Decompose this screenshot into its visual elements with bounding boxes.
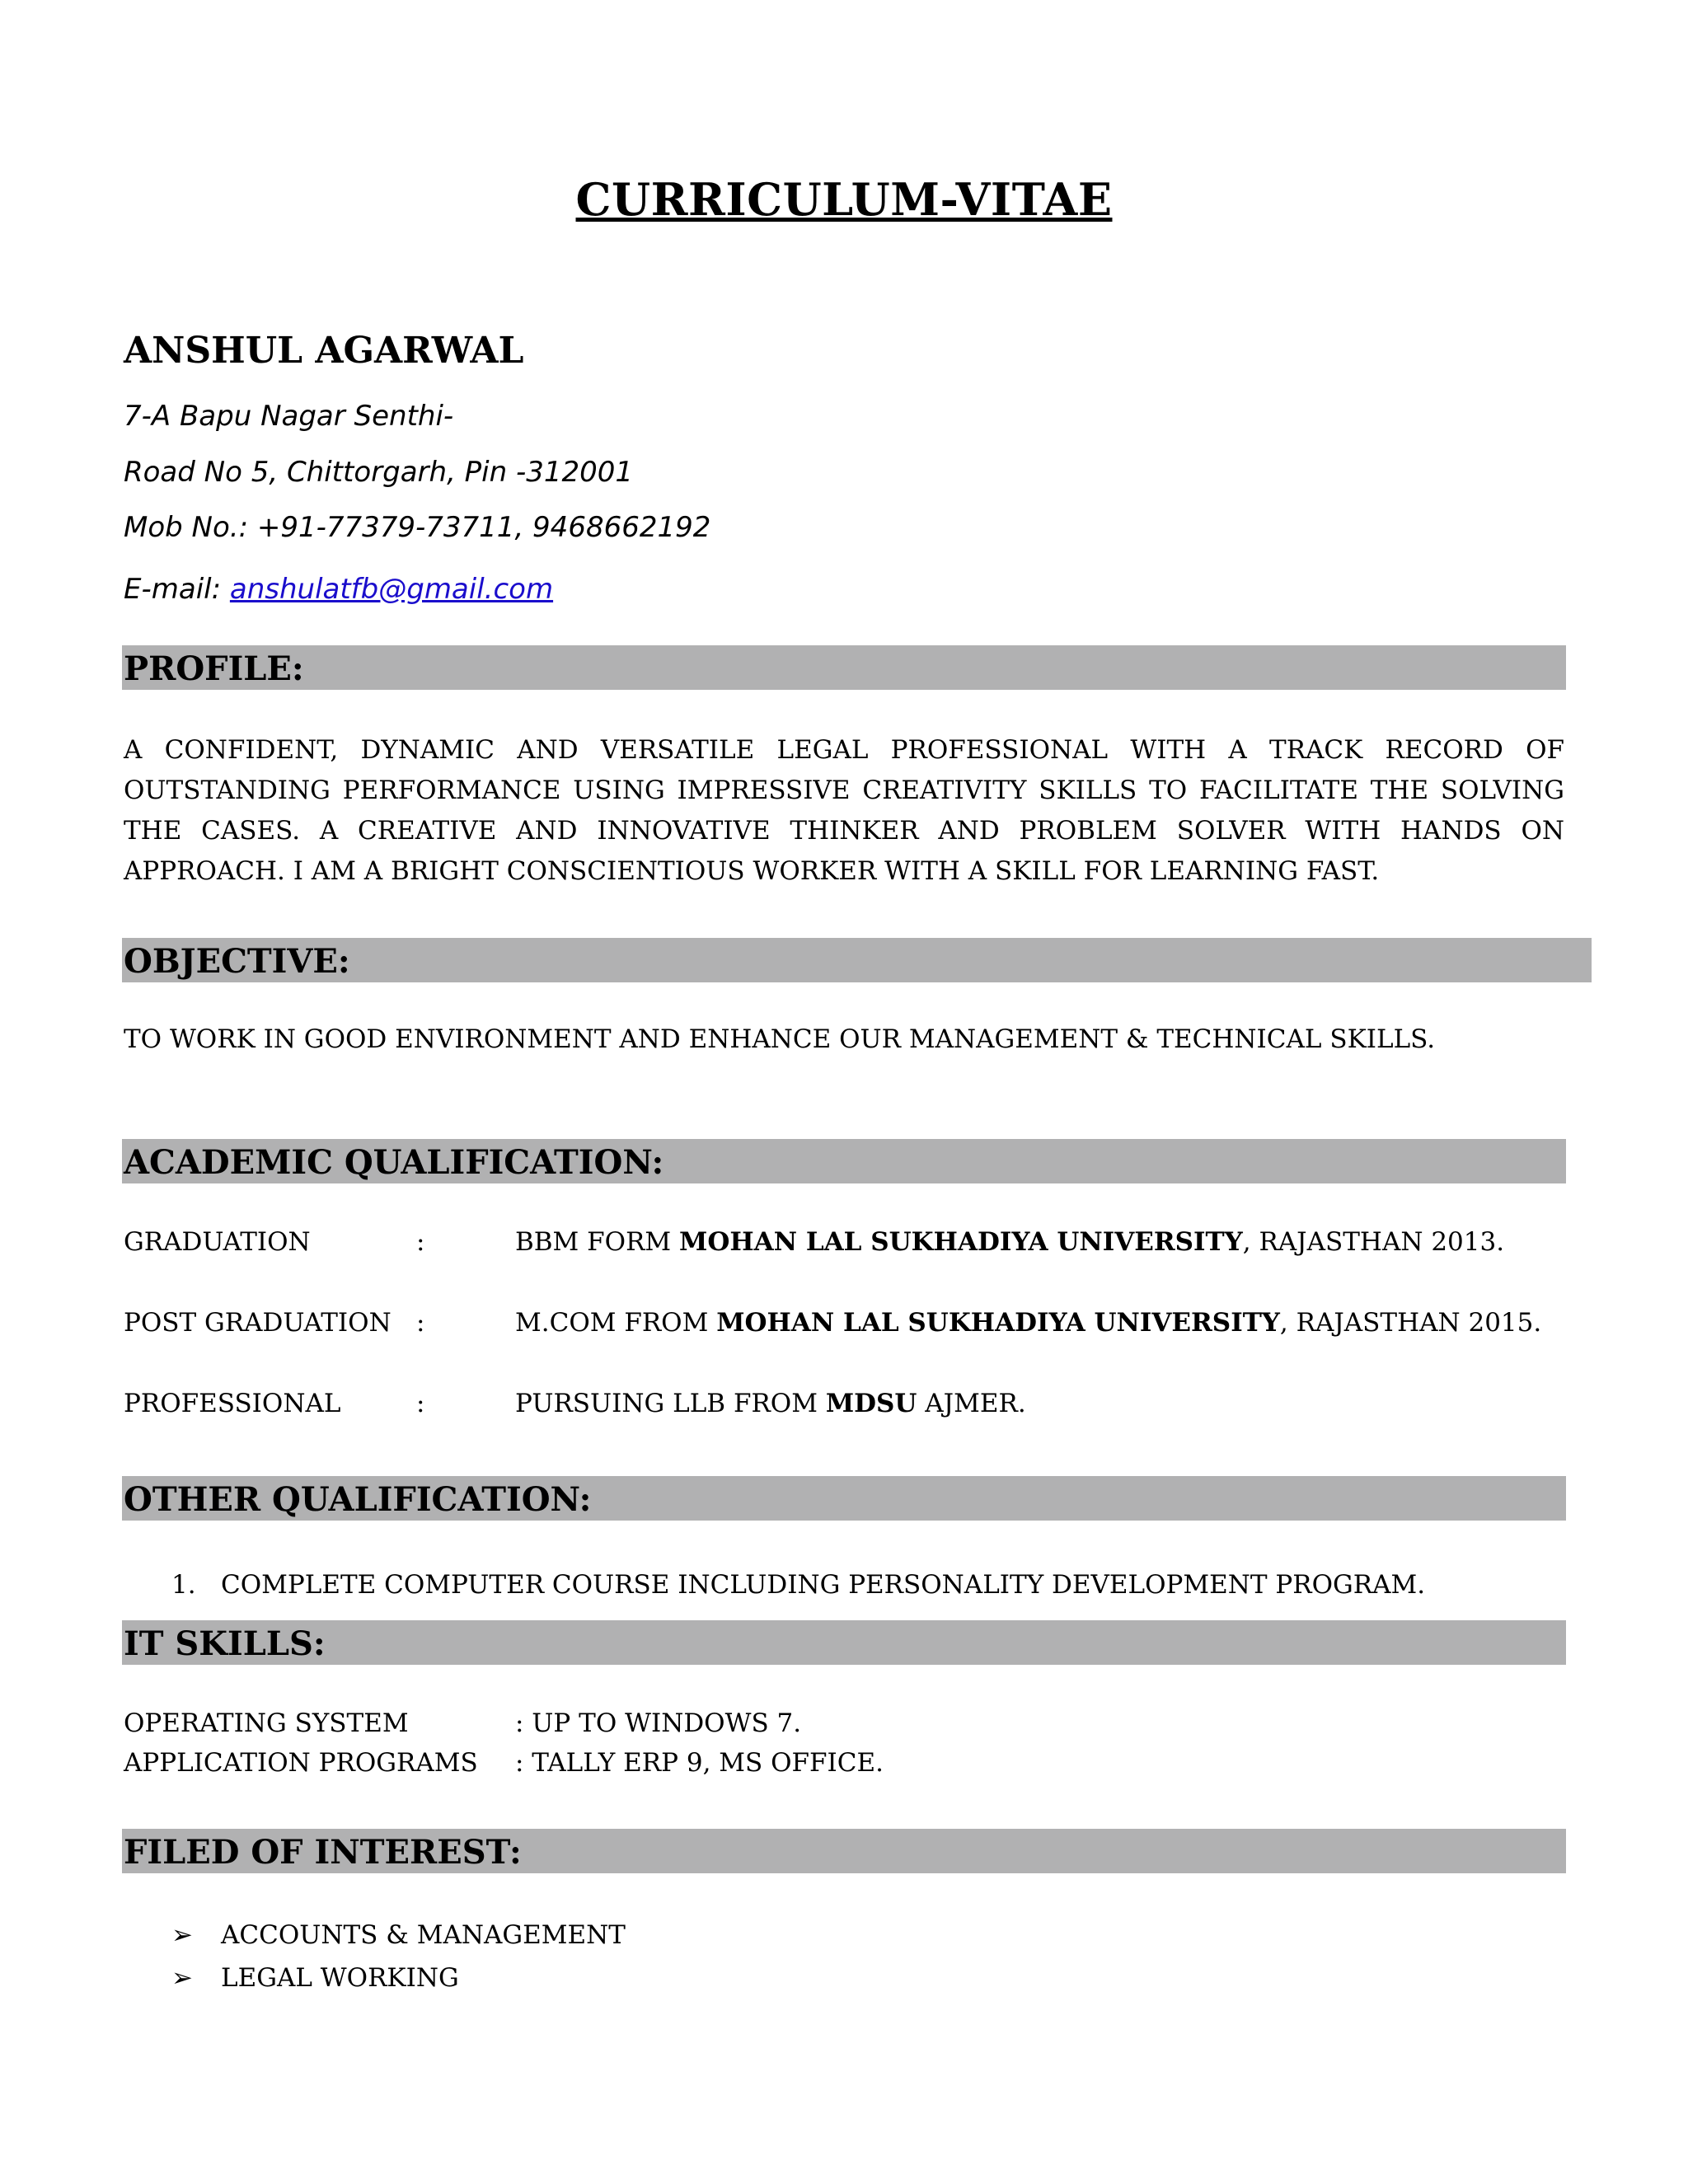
email-line xyxy=(124,573,553,606)
candidate-name: ANSHUL AGARWAL xyxy=(124,330,524,372)
it-skill-value: : UP TO WINDOWS 7. xyxy=(515,1708,802,1738)
academic-value-post: , RAJASTHAN 2013. xyxy=(1242,1227,1505,1257)
list-item-text: ACCOUNTS & MANAGEMENT xyxy=(221,1920,626,1950)
profile-heading: PROFILE: xyxy=(122,645,1566,690)
list-item-text: COMPLETE COMPUTER COURSE INCLUDING PERSONALITY DEVELOPMENT PROGRAM. xyxy=(221,1570,1426,1600)
list-number: 1. xyxy=(171,1570,196,1600)
academic-heading: ACADEMIC QUALIFICATION: xyxy=(122,1139,1566,1183)
interest-heading: FILED OF INTEREST: xyxy=(122,1829,1566,1873)
academic-value xyxy=(515,1308,1541,1338)
academic-label: POST GRADUATION xyxy=(124,1308,392,1338)
academic-separator: : xyxy=(416,1389,425,1418)
academic-university: MOHAN LAL SUKHADIYA UNIVERSITY xyxy=(716,1308,1280,1338)
email-label: E-mail: xyxy=(124,573,230,606)
academic-separator: : xyxy=(416,1227,425,1257)
academic-value-pre: BBM FORM xyxy=(515,1227,680,1257)
academic-label: PROFESSIONAL xyxy=(124,1389,341,1418)
academic-value-pre: PURSUING LLB FROM xyxy=(515,1389,826,1418)
academic-value-pre: M.COM FROM xyxy=(515,1308,717,1338)
academic-value-post: AJMER. xyxy=(917,1389,1026,1418)
academic-university: MOHAN LAL SUKHADIYA UNIVERSITY xyxy=(679,1227,1243,1257)
academic-value xyxy=(515,1227,1504,1257)
mobile-number: Mob No.: +91-77379-73711, 9468662192 xyxy=(124,511,711,544)
arrow-bullet-icon: ➢ xyxy=(171,1963,193,1993)
it-skill-label: APPLICATION PROGRAMS xyxy=(124,1748,478,1778)
it-skill-label: OPERATING SYSTEM xyxy=(124,1708,409,1738)
academic-value-post: , RAJASTHAN 2015. xyxy=(1279,1308,1542,1338)
list-item-text: LEGAL WORKING xyxy=(221,1963,459,1993)
it-skills-heading: IT SKILLS: xyxy=(122,1620,1566,1665)
academic-separator: : xyxy=(416,1308,425,1338)
document-title: CURRICULUM-VITAE xyxy=(575,173,1113,226)
other-qualification-heading: OTHER QUALIFICATION: xyxy=(122,1476,1566,1521)
address-line-1: 7-A Bapu Nagar Senthi- xyxy=(124,400,454,433)
academic-university: MDSU xyxy=(825,1389,917,1418)
arrow-bullet-icon: ➢ xyxy=(171,1920,193,1950)
academic-value xyxy=(515,1389,1026,1418)
email-link[interactable]: anshulatfb@gmail.com xyxy=(229,573,554,606)
address-line-2: Road No 5, Chittorgarh, Pin -312001 xyxy=(124,456,634,489)
objective-text: TO WORK IN GOOD ENVIRONMENT AND ENHANCE OUR MANAGEMENT & TECHNICAL SKILLS. xyxy=(124,1024,1436,1054)
objective-heading: OBJECTIVE: xyxy=(122,938,1592,982)
academic-label: GRADUATION xyxy=(124,1227,311,1257)
it-skill-value: : TALLY ERP 9, MS OFFICE. xyxy=(515,1748,884,1778)
profile-text: A CONFIDENT, DYNAMIC AND VERSATILE LEGAL PROFESSIONAL WITH A TRACK RECORD OF OUTSTANDING PERFORMANCE USING IMPRESSIVE CREATIVITY SKILLS TO FACILITATE THE SOLVING THE CASES. A CREATIVE AND INNOVATIVE THINKER AND PROBLEM SOLVER WITH HANDS ON APPROACH. I AM A BRIGHT CONSCIENTIOUS WORKER WITH A SKILL FOR LEARNING FAST. xyxy=(124,735,1564,886)
